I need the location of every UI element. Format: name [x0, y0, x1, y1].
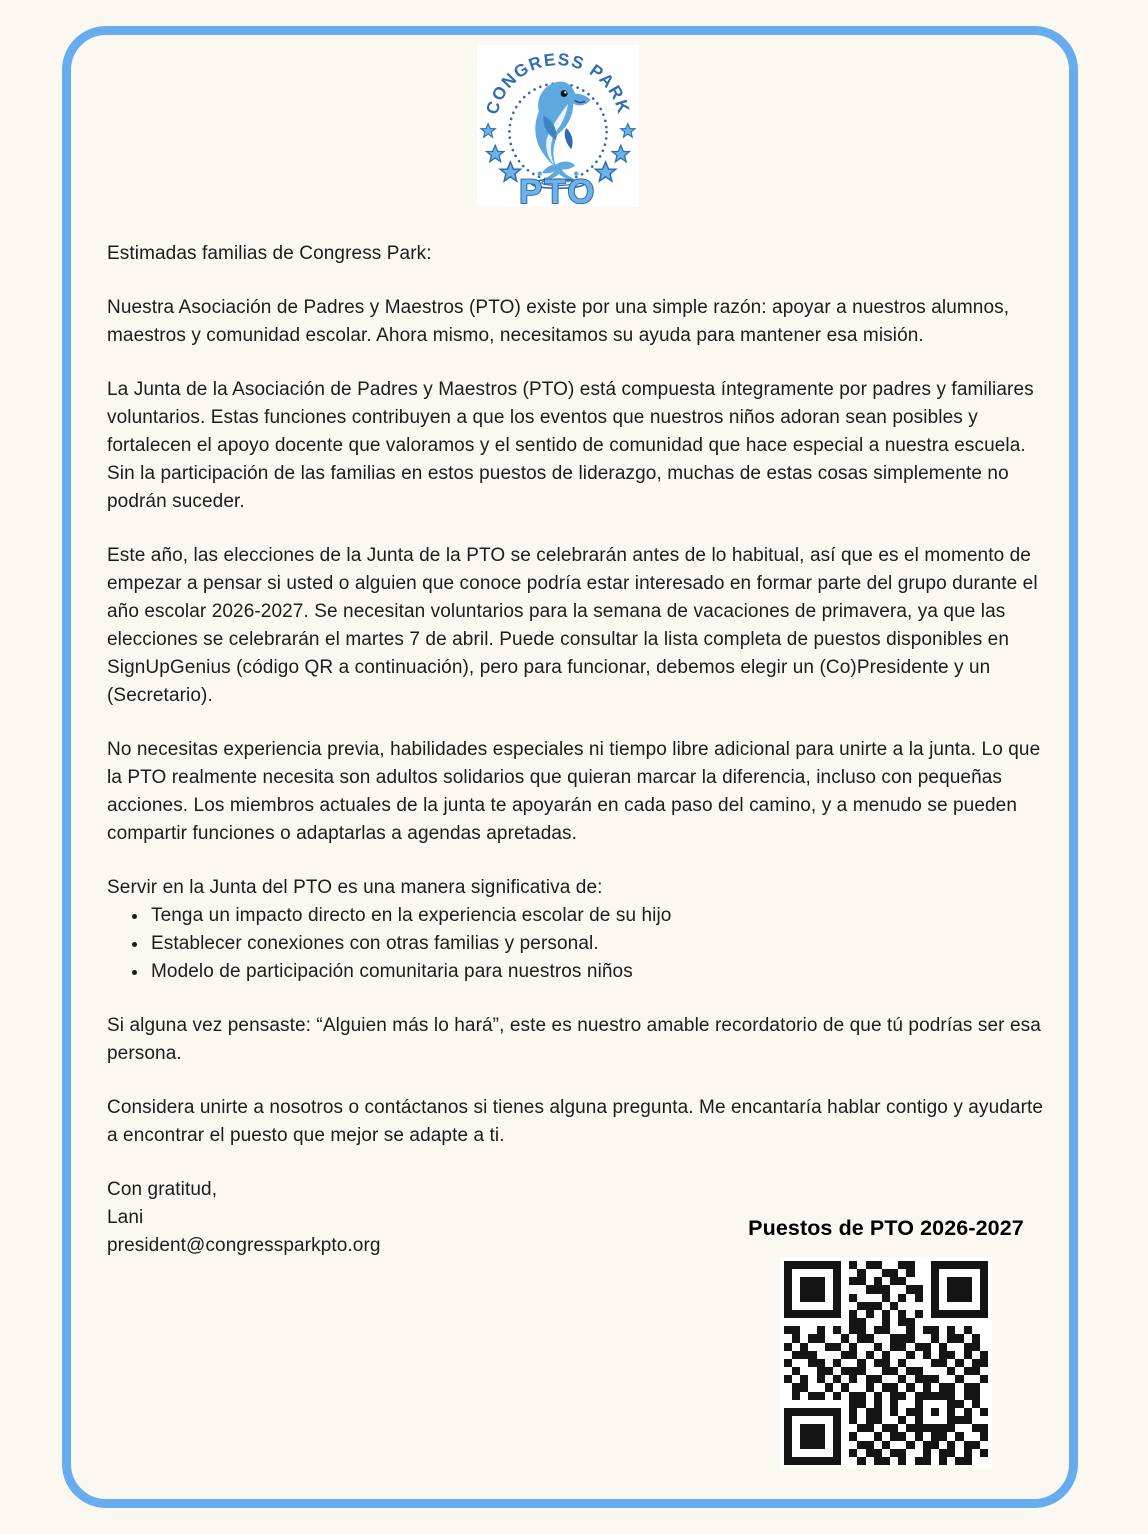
- letter-paragraph: Si alguna vez pensaste: “Alguien más lo hará”, este es nuestro amable recordatorio de que tú podrías ser esa persona.: [107, 1015, 1041, 1064]
- logo-arc-text: CONGRESS PARK: [481, 48, 635, 117]
- qr-title: Puestos de PTO 2026-2027: [748, 1216, 1024, 1240]
- letter-paragraph: Considera unirte a nosotros o contáctanos si tienes alguna pregunta. Me encantaría hablar contigo y ayudarte a encontrar el puesto que mejor se adapte a ti.: [107, 1097, 1044, 1146]
- signature-line: president@congressparkpto.org: [107, 1235, 381, 1256]
- logo-pto-text: PTO: [519, 172, 597, 207]
- greeting: Estimadas familias de Congress Park:: [107, 243, 432, 264]
- list-intro: Servir en la Junta del PTO es una manera significativa de:: [107, 877, 603, 898]
- letter-paragraph: La Junta de la Asociación de Padres y Maestros (PTO) está compuesta íntegramente por padres y familiares voluntarios. Estas funciones contribuyen a que los eventos que nuestros niños adoran sean posibles y fortalecen el apoyo docente que valoramos y el sentido de comunidad que hace especial a nuestra escuela. Sin la participación de las familias en estos puestos de liderazgo, muchas de estas cosas simplemente no podrán suceder.: [107, 379, 1034, 512]
- letter-paragraph: Nuestra Asociación de Padres y Maestros (PTO) existe por una simple razón: apoyar a nuestros alumnos, maestros y comunidad escolar. Ahora mismo, necesitamos su ayuda para mantener esa misión.: [107, 297, 1010, 346]
- signature-line: Lani: [107, 1207, 144, 1228]
- benefit-item: • Modelo de participación comunitaria para nuestros niños: [149, 958, 1045, 986]
- letter-paragraphs: [107, 294, 1045, 848]
- benefit-item: • Tenga un impacto directo en la experiencia escolar de su hijo: [149, 902, 1045, 930]
- dolphin-logo-icon: [477, 45, 639, 207]
- letter-paragraph: No necesitas experiencia previa, habilidades especiales ni tiempo libre adicional para unirte a la junta. Lo que la PTO realmente necesita son adultos solidarios que quieran marcar la diferencia, incluso con pequeñas acciones. Los miembros actuales de la junta te apoyarán en cada paso del camino, y a menudo se pueden compartir funciones o adaptarlas a agendas apretadas.: [107, 739, 1041, 844]
- pto-logo: [477, 45, 639, 207]
- letter-body: [107, 240, 1045, 1260]
- qr-code: [780, 1257, 992, 1469]
- letter-closing-paragraphs: [107, 1012, 1045, 1150]
- signature-line: Con gratitud,: [107, 1179, 218, 1200]
- benefits-list: [107, 902, 1045, 986]
- benefit-item: • Establecer conexiones con otras familias y personal.: [149, 930, 1045, 958]
- qr-section: [738, 1216, 1034, 1469]
- letter-paragraph: Este año, las elecciones de la Junta de la PTO se celebrarán antes de lo habitual, así que es el momento de empezar a pensar si usted o alguien que conoce podría estar interesado en formar parte del grupo durante el año escolar 2026-2027. Se necesitan voluntarios para la semana de vacaciones de primavera, ya que las elecciones se celebrarán el martes 7 de abril. Puede consultar la lista completa de puestos disponibles en SignUpGenius (código QR a continuación), pero para funcionar, debemos elegir un (Co)Presidente y un (Secretario).: [107, 545, 1038, 706]
